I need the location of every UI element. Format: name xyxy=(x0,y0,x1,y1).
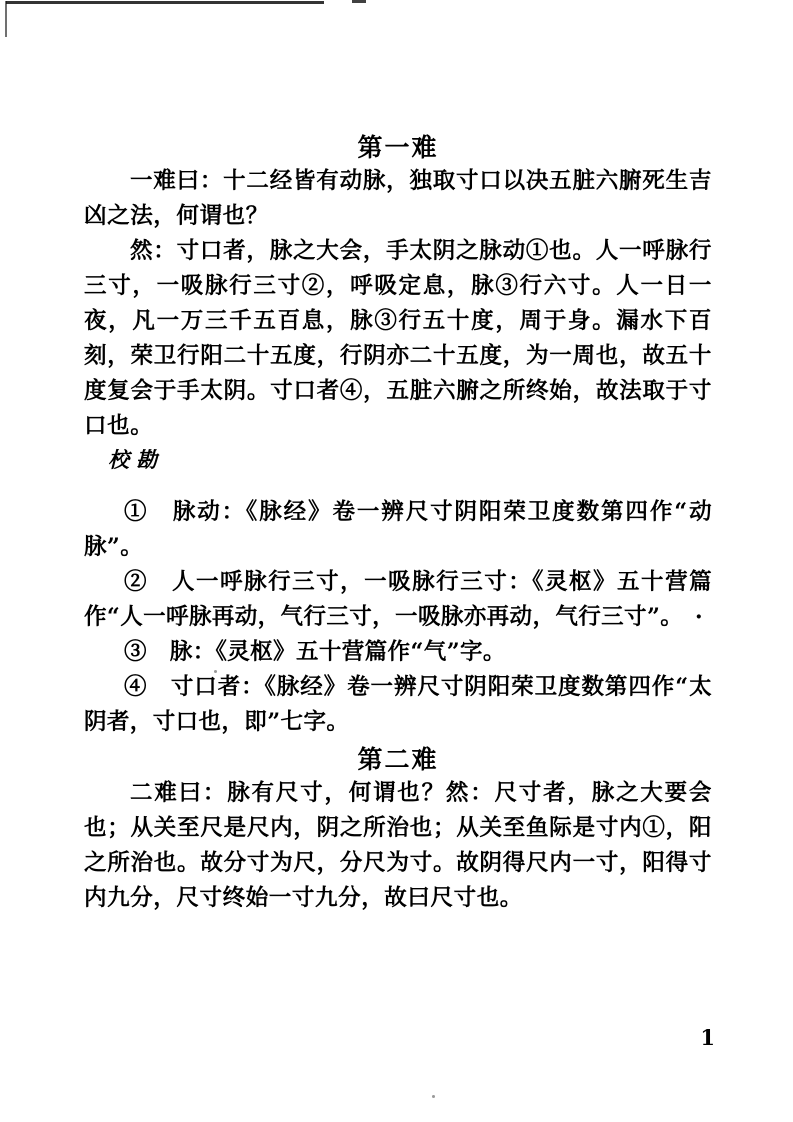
page-number: 1 xyxy=(700,1025,715,1050)
body-paragraph: 一难曰：十二经皆有动脉，独取寸口以决五脏六腑死生吉凶之法，何谓也？ xyxy=(84,168,712,229)
body-paragraph: 二难曰：脉有尺寸，何谓也？然：尺寸者，脉之大要会也；从关至尺是尺内，阴之所治也；从关至鱼际是寸内①，阳之所治也。故分寸为尺，分尺为寸。故阴得尺内一寸，阳得寸内九分，尺寸终始一寸九分，故曰尺寸也。 xyxy=(84,780,712,911)
scan-artifact-top-rule xyxy=(6,1,324,4)
collation-note-item: ② 人一呼脉行三寸，一吸脉行三寸：《灵枢》五十营篇作“人一呼脉再动，气行三寸，一吸脉亦再动，气行三寸”。 · xyxy=(84,569,712,630)
scan-artifact-top-mark xyxy=(352,0,366,3)
section-title-first-nan: 第一难 xyxy=(357,133,439,162)
body-paragraph: 然：寸口者，脉之大会，手太阴之脉动①也。人一呼脉行三寸，一吸脉行三寸②，呼吸定息，脉③行六寸。人一日一夜，凡一万三千五百息，脉③行五十度，周于身。漏水下百刻，荣卫行阳二十五度，行阴亦二十五度，为一周也，故五十度复会于手太阴。寸口者④，五脏六腑之所终始，故法取于寸口也。 xyxy=(84,238,712,439)
collation-note-item: ④ 寸口者：《脉经》卷一辨尺寸阴阳荣卫度数第四作“太阴者，寸口也，即”七字。 xyxy=(84,674,712,735)
section-title-second-nan: 第二难 xyxy=(357,745,439,774)
scan-speck xyxy=(432,1095,435,1098)
collation-note-item: ① 脉动：《脉经》卷一辨尺寸阴阳荣卫度数第四作“动脉”。 xyxy=(84,499,712,560)
subsection-title-collation: 校勘 xyxy=(108,447,164,472)
collation-note-item: ③ 脉：《灵枢》五十营篇作“气”字。 xyxy=(124,639,506,665)
collation-notes-list xyxy=(84,495,712,740)
scan-artifact-left-rule xyxy=(5,1,7,37)
page-body xyxy=(84,128,712,916)
